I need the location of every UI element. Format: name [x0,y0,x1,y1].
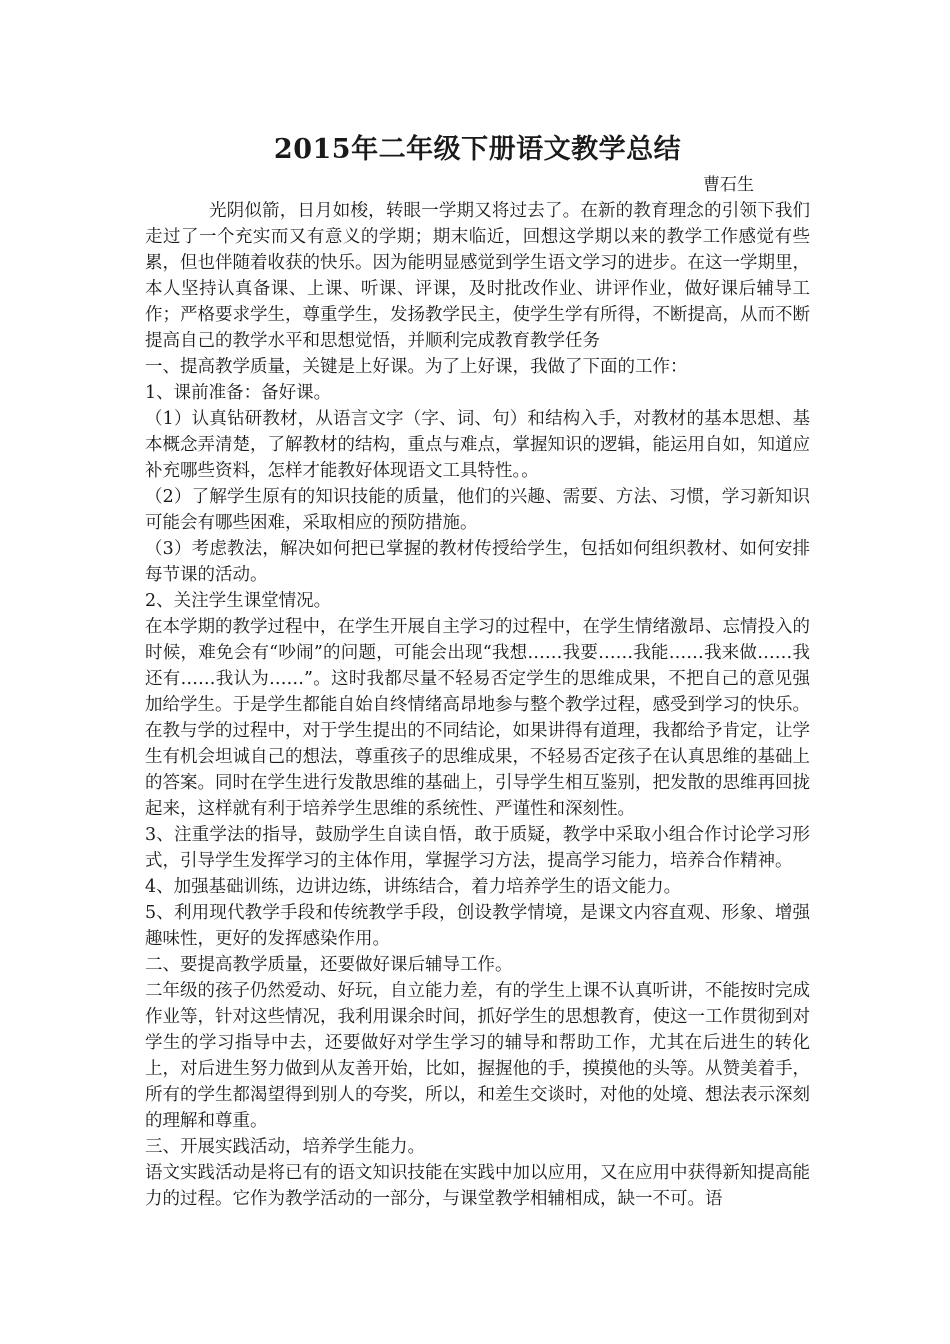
subheading-3: 3、注重学法的指导，鼓励学生自读自悟，敢于质疑，教学中采取小组合作讨论学习形式，引导学生发挥学习的主体作用，掌握学习方法，提高学习能力，培养合作精神。 [145,825,810,871]
subheading-1: 1、课前准备：备好课。 [145,383,332,403]
section-heading-1: 一、提高教学质量，关键是上好课。为了上好课，我做了下面的工作： [145,357,688,377]
document-page [145,128,810,1212]
section-heading-3: 三、开展实践活动，培养学生能力。 [145,1137,425,1157]
paragraph-practice: 语文实践活动是将已有的语文知识技能在实践中加以应用，又在应用中获得新知提高能力的过程。它作为教学活动的一部分，与课堂教学相辅相成，缺一不可。语 [145,1163,810,1209]
document-title: 2015年二年级下册语文教学总结 [273,134,682,165]
paragraph-tutoring: 二年级的孩子仍然爱动、好玩，自立能力差，有的学生上课不认真听讲，不能按时完成作业等，针对这些情况，我利用课余时间，抓好学生的思想教育，使这一工作贯彻到对学生的学习指导中去，还要做好对学生学习的辅导和帮助工作，尤其在后进生的转化上，对后进生努力做到从友善开始，比如，握握他的手，摸摸他的头等。从赞美着手，所有的学生都渴望得到别人的夸奖，所以，和差生交谈时，对他的处境、想法表示深刻的理解和尊重。 [145,981,810,1131]
subheading-2: 2、关注学生课堂情况。 [145,591,332,611]
author-name: 曹石生 [703,175,754,195]
section-heading-2: 二、要提高教学质量，还要做好课后辅导工作。 [145,955,513,975]
list-item-2: （2）了解学生原有的知识技能的质量，他们的兴趣、需要、方法、习惯，学习新知识可能会有哪些困难，采取相应的预防措施。 [145,487,810,533]
paragraph-intro: 光阴似箭，日月如梭，转眼一学期又将过去了。在新的教育理念的引领下我们走过了一个充实而又有意义的学期；期末临近，回想这学期以来的教学工作感觉有些累，但也伴随着收获的快乐。因为能明显感觉到学生语文学习的进步。在这一学期里，本人坚持认真备课、上课、听课、评课，及时批改作业、讲评作业，做好课后辅导工作；严格要求学生，尊重学生，发扬教学民主，使学生学有所得，不断提高，从而不断提高自己的教学水平和思想觉悟，并顺利完成教育教学任务 [145,201,810,351]
list-item-1: （1）认真钻研教材，从语言文字（字、词、句）和结构入手，对教材的基本思想、基本概念弄清楚，了解教材的结构，重点与难点，掌握知识的逻辑，能运用自如，知道应补充哪些资料，怎样才能教好体现语文工具特性。。 [145,409,810,481]
subheading-4: 4、加强基础训练，边讲边练，讲练结合，着力培养学生的语文能力。 [145,877,682,897]
list-item-3: （3）考虑教法，解决如何把已掌握的教材传授给学生，包括如何组织教材、如何安排每节课的活动。 [145,539,810,585]
paragraph-classroom: 在本学期的教学过程中，在学生开展自主学习的过程中，在学生情绪激昂、忘情投入的时候，难免会有“吵闹”的问题，可能会出现“我想……我要……我能……我来做……我还有……我认为……”。这时我都尽量不轻易否定学生的思维成果，不把自己的意见强加给学生。于是学生都能自始自终情绪高昂地参与整个教学过程，感受到学习的快乐。在教与学的过程中，对于学生提出的不同结论，如果讲得有道理，我都给予肯定，让学生有机会坦诚自己的想法，尊重孩子的思维成果，不轻易否定孩子在认真思维的基础上的答案。同时在学生进行发散思维的基础上，引导学生相互鉴别，把发散的思维再回拢起来，这样就有利于培养学生思维的系统性、严谨性和深刻性。 [145,617,810,819]
subheading-5: 5、利用现代教学手段和传统教学手段，创设教学情境，是课文内容直观、形象、增强趣味性，更好的发挥感染作用。 [145,903,810,949]
